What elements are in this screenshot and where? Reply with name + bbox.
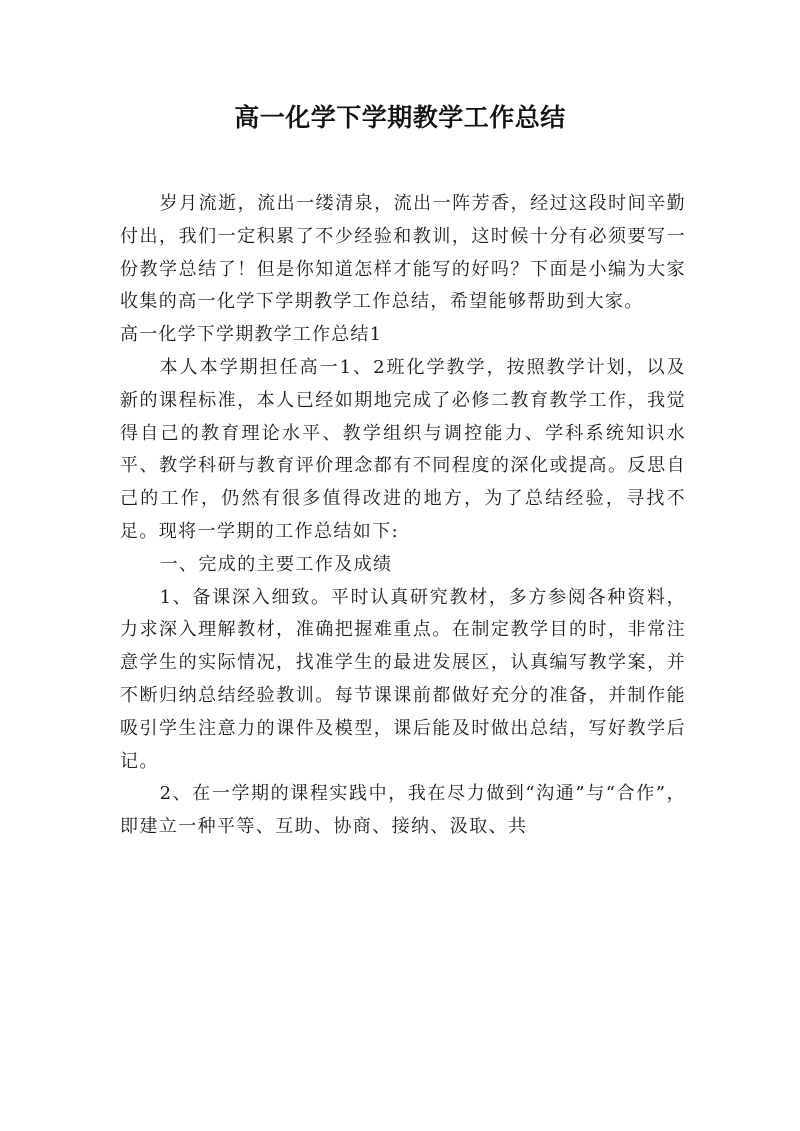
document-body: [120, 188, 686, 844]
intro-paragraph: 岁月流逝，流出一缕清泉，流出一阵芳香，经过这段时间辛勤付出，我们一定积累了不少经验和教训，这时候十分有必须要写一份教学总结了！但是你知道怎样才能写的好吗？下面是小编为大家收集的高一化学下学期教学工作总结，希望能够帮助到大家。: [120, 193, 686, 313]
subsection-heading: 一、完成的主要工作及成绩: [159, 553, 393, 575]
document-title: 高一化学下学期教学工作总结: [234, 103, 566, 132]
section-title: 高一化学下学期教学工作总结1: [120, 324, 383, 346]
body-paragraph: 本人本学期担任高一1、2班化学教学，按照教学计划，以及新的课程标准，本人已经如期地完成了必修二教育教学工作，我觉得自己的教育理论水平、教学组织与调控能力、学科系统知识水平、教学科研与教育评价理念都有不同程度的深化或提高。反思自己的工作，仍然有很多值得改进的地方，为了总结经验，寻找不足。现将一学期的工作总结如下:: [120, 356, 686, 542]
body-paragraph: 1、备课深入细致。平时认真研究教材，多方参阅各种资料，力求深入理解教材，准确把握难重点。在制定教学目的时，非常注意学生的实际情况，找准学生的最进发展区，认真编写教学案，并不断归纳总结经验教训。每节课课前都做好充分的准备，并制作能吸引学生注意力的课件及模型，课后能及时做出总结，写好教学后记。: [120, 586, 686, 772]
body-paragraph: 2、在一学期的课程实践中，我在尽力做到“沟通”与“合作”，即建立一种平等、互助、协商、接纳、汲取、共: [120, 783, 686, 838]
